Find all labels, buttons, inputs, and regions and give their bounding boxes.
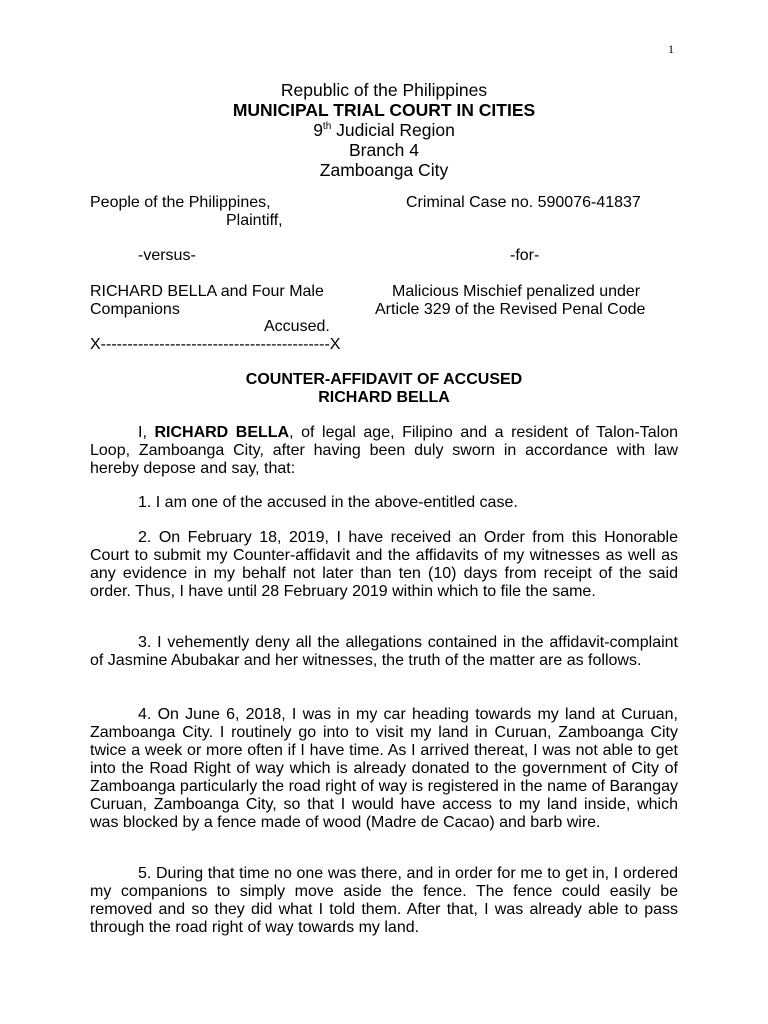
paragraph-5: 5. During that time no one was there, and in order for me to get in, I ordered my companions to simply move aside the fence. The fence could easily be removed and so they did what I told them. After that, I was already able to pass through the road right of way towards my land. <box>90 865 678 936</box>
page-number: 1 <box>668 42 674 56</box>
versus-label: -versus- <box>138 247 196 264</box>
header-court-name: MUNICIPAL TRIAL COURT IN CITIES <box>232 100 536 120</box>
case-number: Criminal Case no. 590076-41837 <box>406 194 641 211</box>
offense-line1: Malicious Mischief penalized under <box>392 283 641 300</box>
header-republic: Republic of the Philippines <box>280 80 488 100</box>
intro-paragraph: I, RICHARD BELLA, of legal age, Filipino and a resident of Talon-Talon Loop, Zamboanga City, after having been duly sworn in accordance with law hereby depose and say, that: <box>90 424 679 477</box>
for-label: -for- <box>510 247 540 264</box>
header-branch: Branch 4 <box>348 140 420 160</box>
paragraph-3: 3. I vehemently deny all the allegations contained in the affidavit-complaint of Jasmine Abubakar and her witnesses, the truth of the matter are as follows. <box>90 634 678 669</box>
paragraph-4: 4. On June 6, 2018, I was in my car heading towards my land at Curuan, Zamboanga City. I routinely go into to visit my land in Curuan, Zamboanga City twice a week or more often if I have time. As I arrived thereat, I was not able to get into the Road Right of way which is already donated to the government of City of Zamboanga particularly the road right of way is registered in the name of Barangay Curuan, Zamboanga City, so that I would have access to my land inside, which was blocked by a fence made of wood (Madre de Cacao) and barb wire. <box>90 706 678 831</box>
court-header <box>0 80 768 180</box>
header-region: 9th Judicial Region <box>313 120 455 140</box>
accused-names-line2: Companions <box>90 301 180 318</box>
document-title-line2: RICHARD BELLA <box>318 389 450 406</box>
affiant-name: RICHARD BELLA <box>154 424 290 441</box>
accused-role: Accused. <box>264 318 330 335</box>
paragraph-2: 2. On February 18, 2019, I have received an Order from this Honorable Court to submit my Counter-affidavit and the affidavits of my witnesses as well as any evidence in my behalf not later than ten (10) days from receipt of the said order. Thus, I have until 28 February 2019 within which to file the same. <box>90 529 678 600</box>
paragraph-1: 1. I am one of the accused in the above-entitled case. <box>138 494 518 511</box>
document-title-line1: COUNTER-AFFIDAVIT OF ACCUSED <box>245 371 523 388</box>
header-city: Zamboanga City <box>319 160 449 180</box>
offense-line2: Article 329 of the Revised Penal Code <box>375 301 646 318</box>
caption-divider: X-------------------------------------------X <box>90 336 341 353</box>
plaintiff-name: People of the Philippines, <box>90 194 271 211</box>
plaintiff-role: Plaintiff, <box>226 212 283 229</box>
accused-names-line1: RICHARD BELLA and Four Male <box>90 283 324 300</box>
